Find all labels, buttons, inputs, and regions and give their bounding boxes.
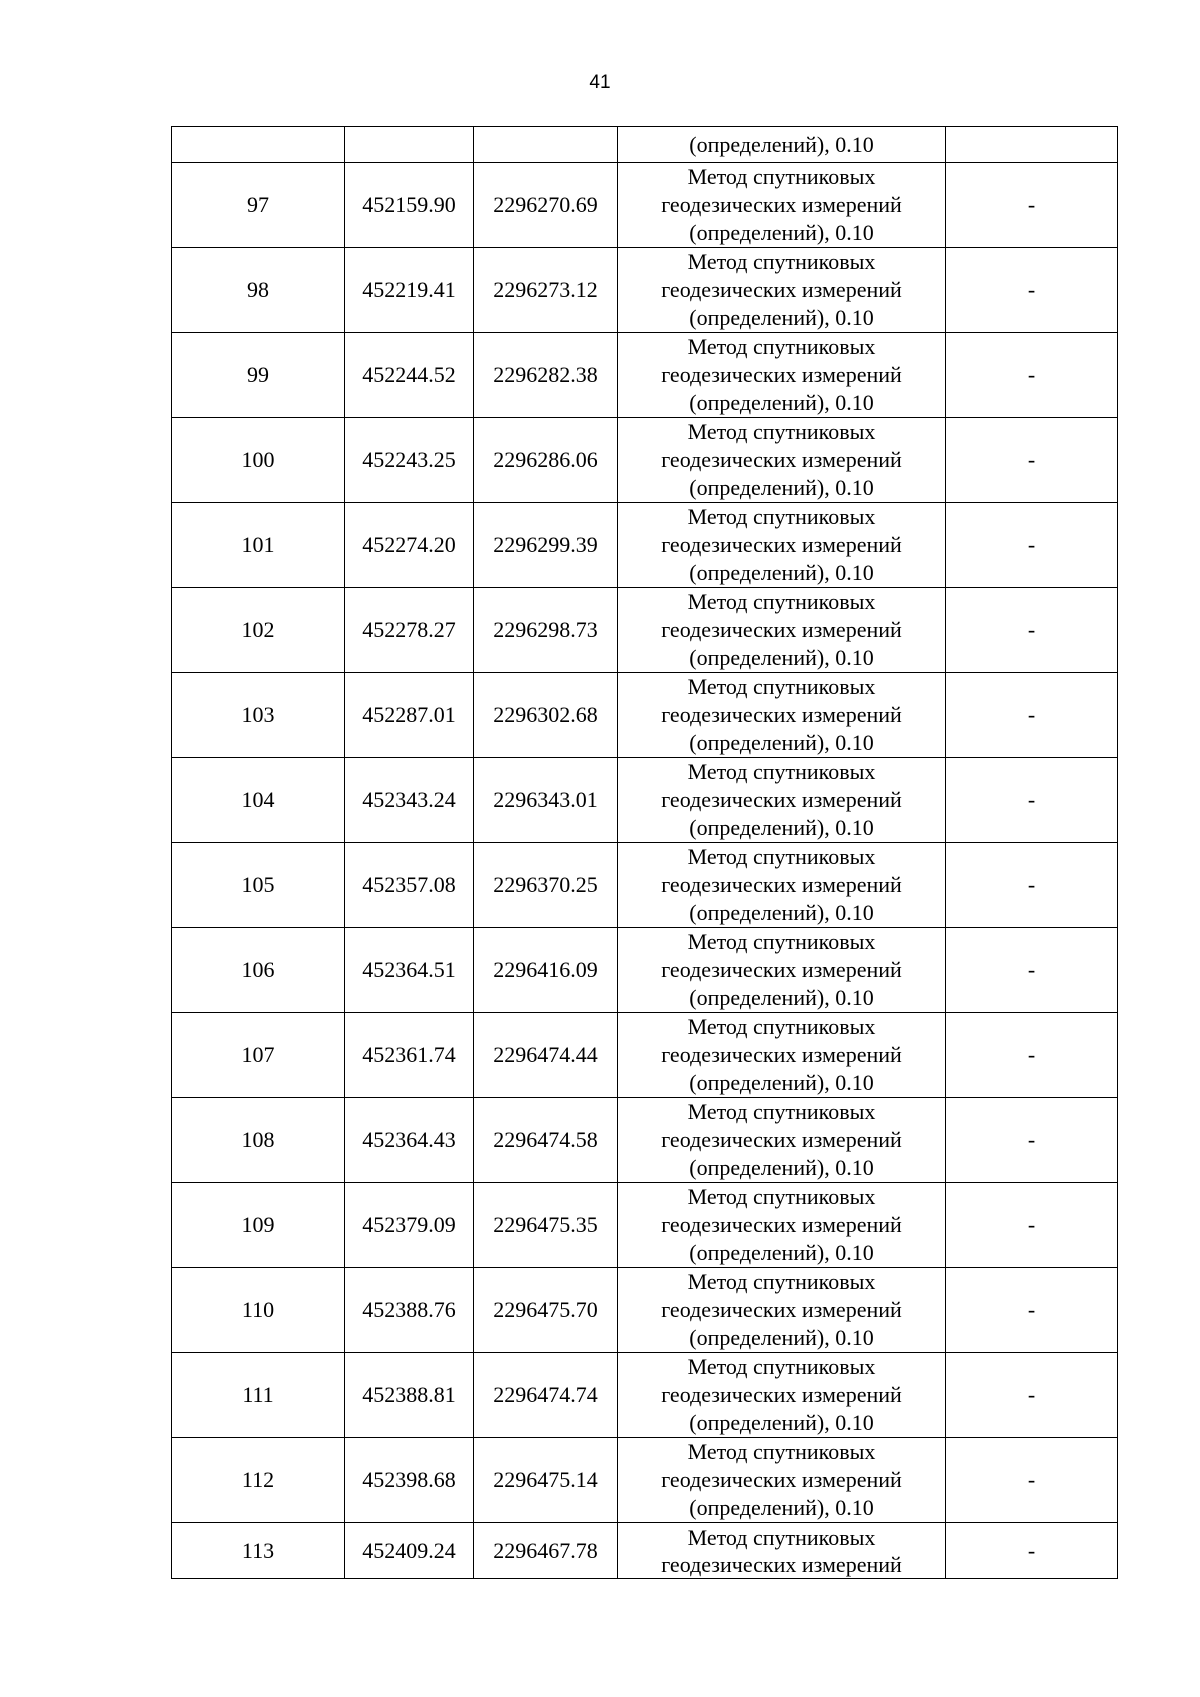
cell-note: -	[946, 843, 1118, 928]
cell-y: 2296475.35	[474, 1183, 618, 1268]
method-line: Метод спутниковых	[687, 844, 876, 869]
table-row	[172, 1438, 1118, 1523]
cell-y: 2296298.73	[474, 588, 618, 673]
cell-note: -	[946, 1098, 1118, 1183]
table-row	[172, 1353, 1118, 1438]
method-line: (определений), 0.10	[689, 1495, 874, 1520]
cell-point: 106	[172, 928, 345, 1013]
cell-y: 2296474.58	[474, 1098, 618, 1183]
cell-x: 452357.08	[345, 843, 474, 928]
page-number: 41	[589, 72, 611, 93]
cell-note: -	[946, 1268, 1118, 1353]
cell-method	[618, 503, 946, 588]
cell-x: 452388.76	[345, 1268, 474, 1353]
table-row	[172, 1268, 1118, 1353]
method-line: (определений), 0.10	[689, 815, 874, 840]
cell-note: -	[946, 1438, 1118, 1523]
method-line: геодезических измерений	[661, 1297, 902, 1322]
method-line: (определений), 0.10	[689, 645, 874, 670]
method-line: (определений), 0.10	[689, 1070, 874, 1095]
cell-x: 452274.20	[345, 503, 474, 588]
table-row	[172, 928, 1118, 1013]
method-line: (определений), 0.10	[689, 900, 874, 925]
cell-x: 452361.74	[345, 1013, 474, 1098]
cell-point: 110	[172, 1268, 345, 1353]
table-row	[172, 1098, 1118, 1183]
cell-note: -	[946, 673, 1118, 758]
cell-note: -	[946, 503, 1118, 588]
cell-x: 452409.24	[345, 1523, 474, 1579]
cell-method	[618, 1098, 946, 1183]
cell-point: 98	[172, 248, 345, 333]
cell-y	[474, 127, 618, 163]
cell-y: 2296474.44	[474, 1013, 618, 1098]
cell-point: 111	[172, 1353, 345, 1438]
method-line: геодезических измерений	[661, 1212, 902, 1237]
cell-note: -	[946, 333, 1118, 418]
method-line: геодезических измерений	[661, 362, 902, 387]
table-row	[172, 503, 1118, 588]
method-line: (определений), 0.10	[689, 305, 874, 330]
cell-y: 2296299.39	[474, 503, 618, 588]
method-line: (определений), 0.10	[689, 220, 874, 245]
method-line: (определений), 0.10	[689, 730, 874, 755]
method-line: (определений), 0.10	[689, 390, 874, 415]
cell-point: 107	[172, 1013, 345, 1098]
cell-point: 112	[172, 1438, 345, 1523]
cell-x: 452159.90	[345, 163, 474, 248]
table-row	[172, 163, 1118, 248]
cell-y: 2296343.01	[474, 758, 618, 843]
table-row	[172, 1523, 1118, 1579]
cell-x: 452388.81	[345, 1353, 474, 1438]
method-line: Метод спутниковых	[687, 504, 876, 529]
method-line: (определений), 0.10	[689, 1325, 874, 1350]
cell-point: 113	[172, 1523, 345, 1579]
table-row	[172, 1013, 1118, 1098]
cell-note: -	[946, 1183, 1118, 1268]
cell-y: 2296475.70	[474, 1268, 618, 1353]
method-line: Метод спутниковых	[687, 1354, 876, 1379]
cell-y: 2296467.78	[474, 1523, 618, 1579]
cell-y: 2296282.38	[474, 333, 618, 418]
method-line: геодезических измерений	[661, 1551, 902, 1577]
cell-point: 102	[172, 588, 345, 673]
cell-method	[618, 928, 946, 1013]
cell-method	[618, 1523, 946, 1579]
cell-x: 452398.68	[345, 1438, 474, 1523]
table-row	[172, 333, 1118, 418]
cell-point: 109	[172, 1183, 345, 1268]
method-line: (определений), 0.10	[689, 1240, 874, 1265]
cell-method	[618, 418, 946, 503]
method-line: (определений), 0.10	[689, 1410, 874, 1435]
cell-y: 2296416.09	[474, 928, 618, 1013]
method-line: геодезических измерений	[661, 1127, 902, 1152]
cell-point: 101	[172, 503, 345, 588]
cell-point: 99	[172, 333, 345, 418]
cell-y: 2296286.06	[474, 418, 618, 503]
cell-note	[946, 127, 1118, 163]
cell-point: 105	[172, 843, 345, 928]
cell-x: 452278.27	[345, 588, 474, 673]
continuation-row	[172, 127, 1118, 163]
method-line: геодезических измерений	[661, 277, 902, 302]
cell-method	[618, 163, 946, 248]
method-line: (определений), 0.10	[689, 1155, 874, 1180]
cell-x: 452379.09	[345, 1183, 474, 1268]
method-line: геодезических измерений	[661, 617, 902, 642]
cell-point	[172, 127, 345, 163]
method-line: Метод спутниковых	[687, 1524, 876, 1550]
method-line: Метод спутниковых	[687, 929, 876, 954]
method-line: Метод спутниковых	[687, 674, 876, 699]
cell-x: 452364.51	[345, 928, 474, 1013]
method-line: Метод спутниковых	[687, 589, 876, 614]
method-line: Метод спутниковых	[687, 1014, 876, 1039]
method-line: Метод спутниковых	[687, 1184, 876, 1209]
cell-method	[618, 248, 946, 333]
method-line: (определений), 0.10	[689, 475, 874, 500]
cell-method	[618, 1268, 946, 1353]
cell-x: 452243.25	[345, 418, 474, 503]
method-line: геодезических измерений	[661, 702, 902, 727]
method-line: геодезических измерений	[661, 872, 902, 897]
coordinates-table	[171, 126, 1118, 1579]
method-line: геодезических измерений	[661, 787, 902, 812]
method-line: геодезических измерений	[661, 1042, 902, 1067]
cell-method	[618, 1013, 946, 1098]
method-line: Метод спутниковых	[687, 1099, 876, 1124]
cell-note: -	[946, 418, 1118, 503]
method-line: Метод спутниковых	[687, 249, 876, 274]
method-line: геодезических измерений	[661, 1382, 902, 1407]
cell-method	[618, 758, 946, 843]
table-row	[172, 248, 1118, 333]
cell-method	[618, 333, 946, 418]
cell-method	[618, 673, 946, 758]
cell-x: 452287.01	[345, 673, 474, 758]
cell-point: 100	[172, 418, 345, 503]
cell-y: 2296273.12	[474, 248, 618, 333]
method-line: геодезических измерений	[661, 1467, 902, 1492]
cell-method: (определений), 0.10	[618, 127, 946, 163]
cell-point: 104	[172, 758, 345, 843]
method-line: Метод спутниковых	[687, 1439, 876, 1464]
table-row	[172, 758, 1118, 843]
cell-point: 103	[172, 673, 345, 758]
method-line: Метод спутниковых	[687, 1269, 876, 1294]
method-line: геодезических измерений	[661, 957, 902, 982]
cell-x: 452364.43	[345, 1098, 474, 1183]
table-row	[172, 673, 1118, 758]
cell-point: 108	[172, 1098, 345, 1183]
cell-note: -	[946, 758, 1118, 843]
method-line: Метод спутниковых	[687, 419, 876, 444]
method-line: Метод спутниковых	[687, 334, 876, 359]
cell-method	[618, 588, 946, 673]
cell-y: 2296302.68	[474, 673, 618, 758]
cell-note: -	[946, 1013, 1118, 1098]
table-body	[172, 127, 1118, 1579]
table-row	[172, 418, 1118, 503]
cell-method	[618, 843, 946, 928]
cell-x: 452244.52	[345, 333, 474, 418]
cell-method	[618, 1353, 946, 1438]
method-line: Метод спутниковых	[687, 759, 876, 784]
cell-x	[345, 127, 474, 163]
cell-y: 2296474.74	[474, 1353, 618, 1438]
cell-note: -	[946, 1523, 1118, 1579]
method-line: (определений), 0.10	[689, 560, 874, 585]
cell-x: 452343.24	[345, 758, 474, 843]
cell-x: 452219.41	[345, 248, 474, 333]
cell-method	[618, 1183, 946, 1268]
table-row	[172, 843, 1118, 928]
cell-y: 2296270.69	[474, 163, 618, 248]
cell-note: -	[946, 1353, 1118, 1438]
cell-y: 2296475.14	[474, 1438, 618, 1523]
cell-y: 2296370.25	[474, 843, 618, 928]
cell-note: -	[946, 928, 1118, 1013]
method-line: Метод спутниковых	[687, 164, 876, 189]
method-line: геодезических измерений	[661, 192, 902, 217]
method-line: геодезических измерений	[661, 532, 902, 557]
cell-note: -	[946, 163, 1118, 248]
method-line: геодезических измерений	[661, 447, 902, 472]
method-line: (определений), 0.10	[689, 985, 874, 1010]
cell-method	[618, 1438, 946, 1523]
cell-point: 97	[172, 163, 345, 248]
cell-note: -	[946, 248, 1118, 333]
cell-note: -	[946, 588, 1118, 673]
table-row	[172, 588, 1118, 673]
table-row	[172, 1183, 1118, 1268]
